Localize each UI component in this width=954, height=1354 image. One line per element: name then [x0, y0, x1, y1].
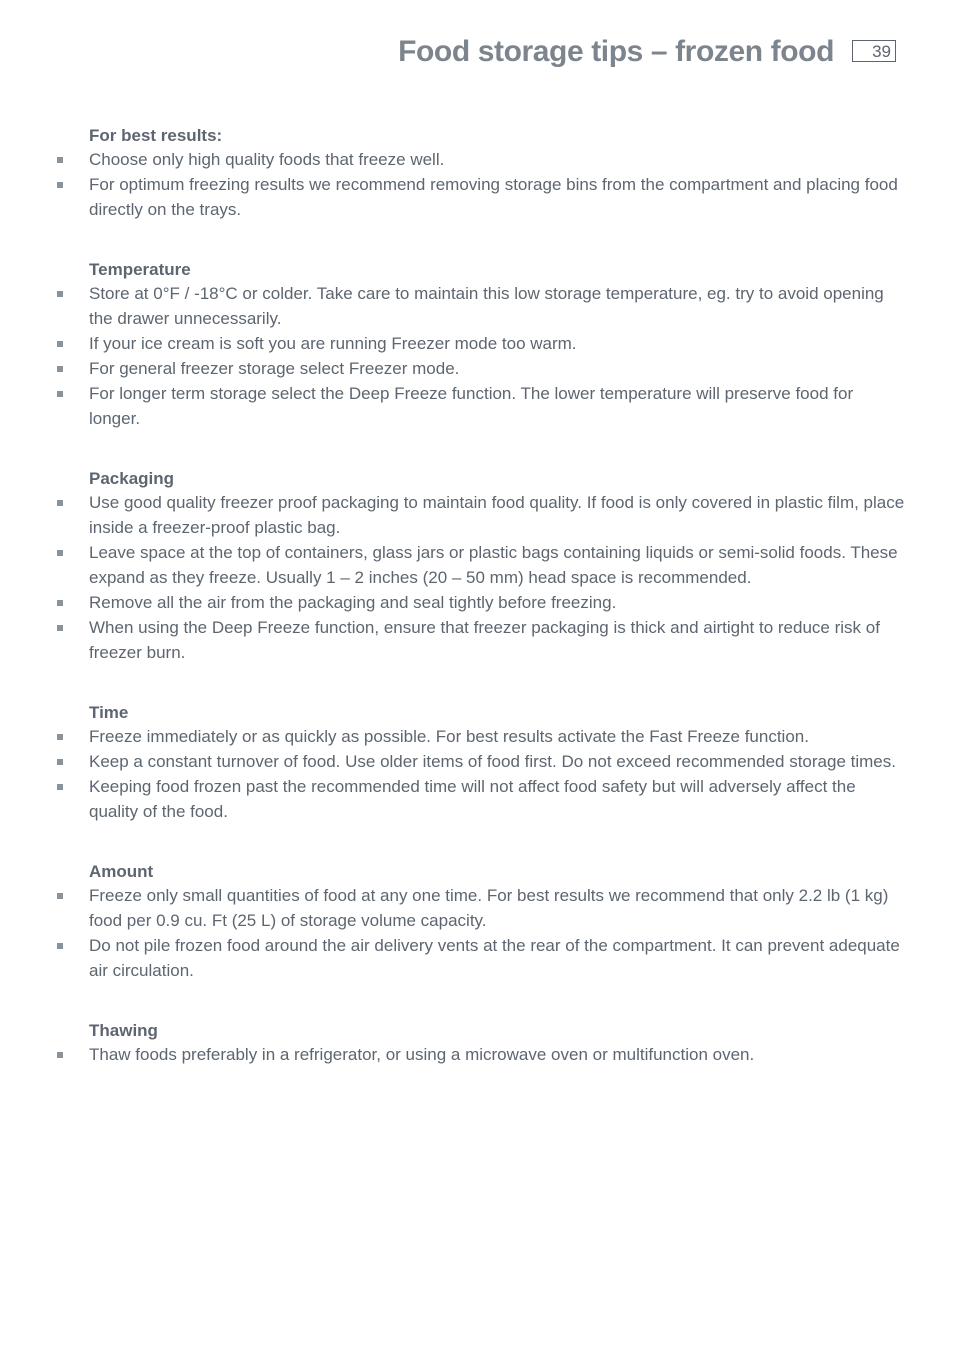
- page-title: Food storage tips – frozen food: [398, 35, 834, 68]
- list-item: [56, 147, 906, 172]
- section-heading: Time: [89, 703, 129, 722]
- bullet-list: [56, 281, 906, 431]
- list-item-text: Freeze only small quantities of food at any one time. For best results we recommend that only 2.2 lb (1 kg) food per 0.9 cu. Ft (25 L) of storage volume capacity.: [89, 886, 889, 930]
- list-item-text: Leave space at the top of containers, glass jars or plastic bags containing liquids or semi-solid foods. These expand as they freeze. Usually 1 – 2 inches (20 – 50 mm) head space is recommended.: [89, 543, 898, 587]
- bullet-list: [56, 1042, 906, 1067]
- square-bullet-icon: [57, 759, 63, 765]
- square-bullet-icon: [57, 893, 63, 899]
- bullet-list: [56, 490, 906, 665]
- bullet-list: [56, 883, 906, 983]
- list-item-text: If your ice cream is soft you are running Freezer mode too warm.: [89, 334, 577, 353]
- list-item-text: Store at 0°F / -18°C or colder. Take care to maintain this low storage temperature, eg. try to avoid opening the drawer unnecessarily.: [89, 284, 884, 328]
- section: [56, 861, 906, 983]
- square-bullet-icon: [57, 625, 63, 631]
- square-bullet-icon: [57, 341, 63, 347]
- list-item: [56, 381, 906, 431]
- list-item-text: Thaw foods preferably in a refrigerator, or using a microwave oven or multifunction oven.: [89, 1045, 755, 1064]
- list-item: [56, 356, 906, 381]
- list-item: [56, 281, 906, 331]
- list-item: [56, 933, 906, 983]
- section-heading: Temperature: [89, 260, 191, 279]
- list-item: [56, 724, 906, 749]
- list-item: [56, 749, 906, 774]
- square-bullet-icon: [57, 1052, 63, 1058]
- list-item-text: Choose only high quality foods that freeze well.: [89, 150, 445, 169]
- list-item-text: For general freezer storage select Freezer mode.: [89, 359, 460, 378]
- square-bullet-icon: [57, 784, 63, 790]
- list-item-text: Remove all the air from the packaging and seal tightly before freezing.: [89, 593, 617, 612]
- list-item: [56, 540, 906, 590]
- page-number: 39: [852, 40, 896, 62]
- section-heading: Amount: [89, 862, 154, 881]
- list-item: [56, 172, 906, 222]
- list-item: [56, 774, 906, 824]
- list-item-text: Keep a constant turnover of food. Use older items of food first. Do not exceed recommended storage times.: [89, 752, 896, 771]
- section: [56, 1020, 906, 1067]
- main-content: [56, 125, 906, 1104]
- square-bullet-icon: [57, 500, 63, 506]
- section: [56, 259, 906, 431]
- section-heading: Packaging: [89, 469, 175, 488]
- square-bullet-icon: [57, 291, 63, 297]
- page-header: [398, 30, 896, 74]
- square-bullet-icon: [57, 157, 63, 163]
- list-item: [56, 590, 906, 615]
- section: [56, 702, 906, 824]
- list-item: [56, 1042, 906, 1067]
- list-item-text: Freeze immediately or as quickly as possible. For best results activate the Fast Freeze function.: [89, 727, 809, 746]
- list-item-text: For longer term storage select the Deep Freeze function. The lower temperature will preserve food for longer.: [89, 384, 854, 428]
- square-bullet-icon: [57, 600, 63, 606]
- square-bullet-icon: [57, 182, 63, 188]
- section: [56, 468, 906, 665]
- list-item-text: For optimum freezing results we recommend removing storage bins from the compartment and placing food directly on the trays.: [89, 175, 898, 219]
- list-item-text: Keeping food frozen past the recommended time will not affect food safety but will adversely affect the quality of the food.: [89, 777, 856, 821]
- square-bullet-icon: [57, 391, 63, 397]
- square-bullet-icon: [57, 943, 63, 949]
- section: [56, 125, 906, 222]
- square-bullet-icon: [57, 734, 63, 740]
- list-item: [56, 331, 906, 356]
- list-item: [56, 883, 906, 933]
- bullet-list: [56, 147, 906, 222]
- list-item-text: Do not pile frozen food around the air delivery vents at the rear of the compartment. It can prevent adequate air circulation.: [89, 936, 900, 980]
- list-item: [56, 490, 906, 540]
- list-item: [56, 615, 906, 665]
- bullet-list: [56, 724, 906, 824]
- list-item-text: When using the Deep Freeze function, ensure that freezer packaging is thick and airtight to reduce risk of freezer burn.: [89, 618, 880, 662]
- square-bullet-icon: [57, 366, 63, 372]
- section-heading: For best results:: [89, 126, 223, 145]
- section-heading: Thawing: [89, 1021, 158, 1040]
- list-item-text: Use good quality freezer proof packaging to maintain food quality. If food is only covered in plastic film, place inside a freezer-proof plastic bag.: [89, 493, 905, 537]
- square-bullet-icon: [57, 550, 63, 556]
